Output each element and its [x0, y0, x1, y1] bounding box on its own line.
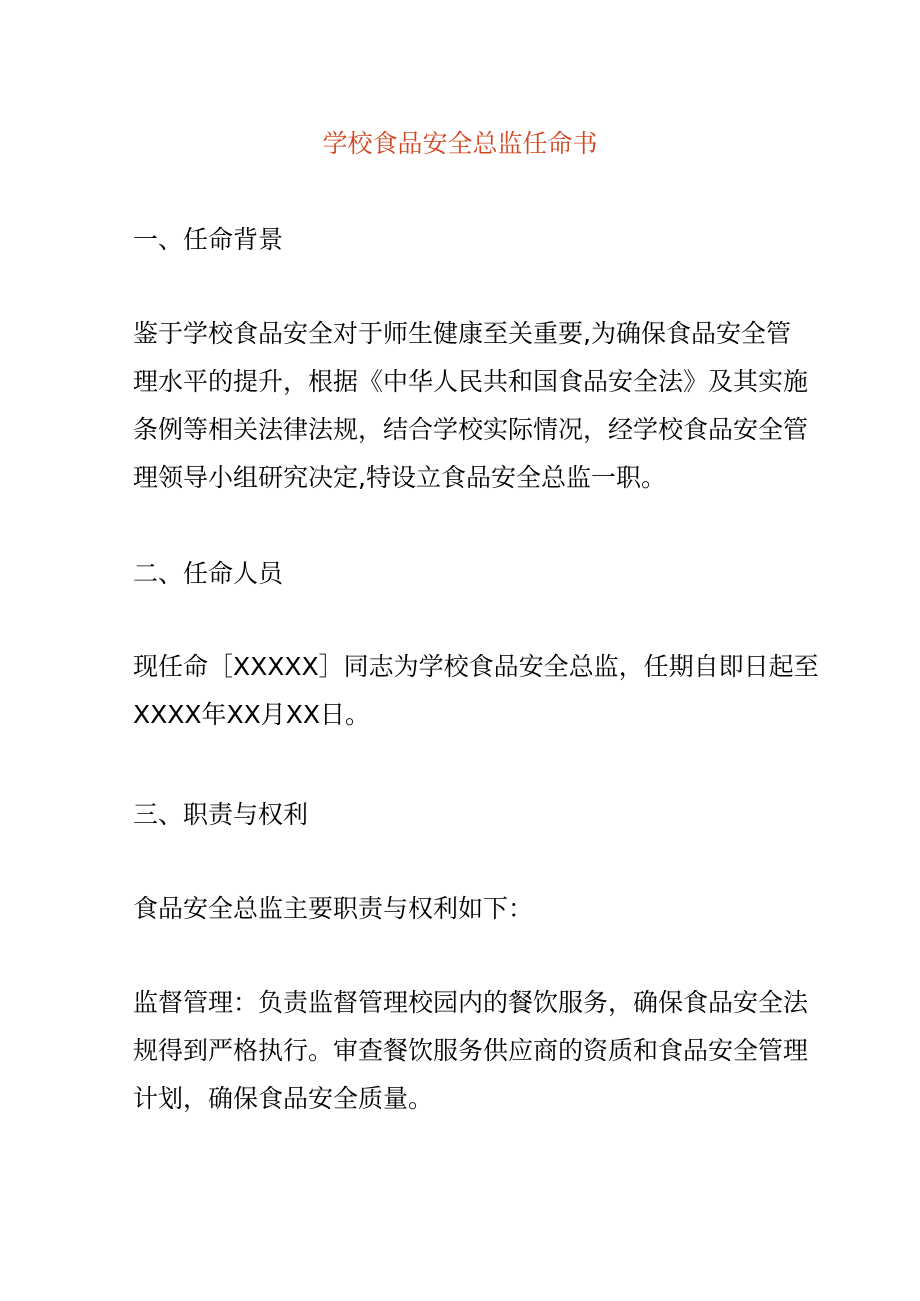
section-heading-duties: 三、职责与权利	[133, 800, 309, 829]
paragraph-line: 监督管理：负责监督管理校园内的餐饮服务，确保食品安全法	[133, 988, 809, 1017]
paragraph-line: 现任命［XXXXX］同志为学校食品安全总监，任期自即日起至	[133, 652, 819, 681]
document-title: 学校食品安全总监任命书	[322, 129, 598, 158]
paragraph-line: 理水平的提升，根据《中华人民共和国食品安全法》及其实施	[133, 367, 809, 396]
paragraph-line: 食品安全总监主要职责与权利如下：	[133, 894, 534, 923]
paragraph-background	[133, 310, 809, 502]
paragraph-line: 理领导小组研究决定,特设立食品安全总监一职。	[133, 463, 666, 492]
paragraph-line: 条例等相关法律法规，结合学校实际情况，经学校食品安全管	[133, 415, 809, 444]
paragraph-line: XXXX年XX月XX日。	[133, 700, 371, 729]
paragraph-duties-intro	[133, 885, 803, 933]
paragraph-appointee	[133, 643, 819, 739]
paragraph-line: 规得到严格执行。审查餐饮服务供应商的资质和食品安全管理	[133, 1036, 809, 1065]
section-heading-background: 一、任命背景	[133, 225, 284, 254]
paragraph-line: 鉴于学校食品安全对于师生健康至关重要,为确保食品安全管	[133, 319, 791, 348]
paragraph-line: 计划，确保食品安全质量。	[133, 1084, 434, 1113]
section-heading-appointee: 二、任命人员	[133, 559, 284, 588]
paragraph-supervision	[133, 979, 809, 1123]
